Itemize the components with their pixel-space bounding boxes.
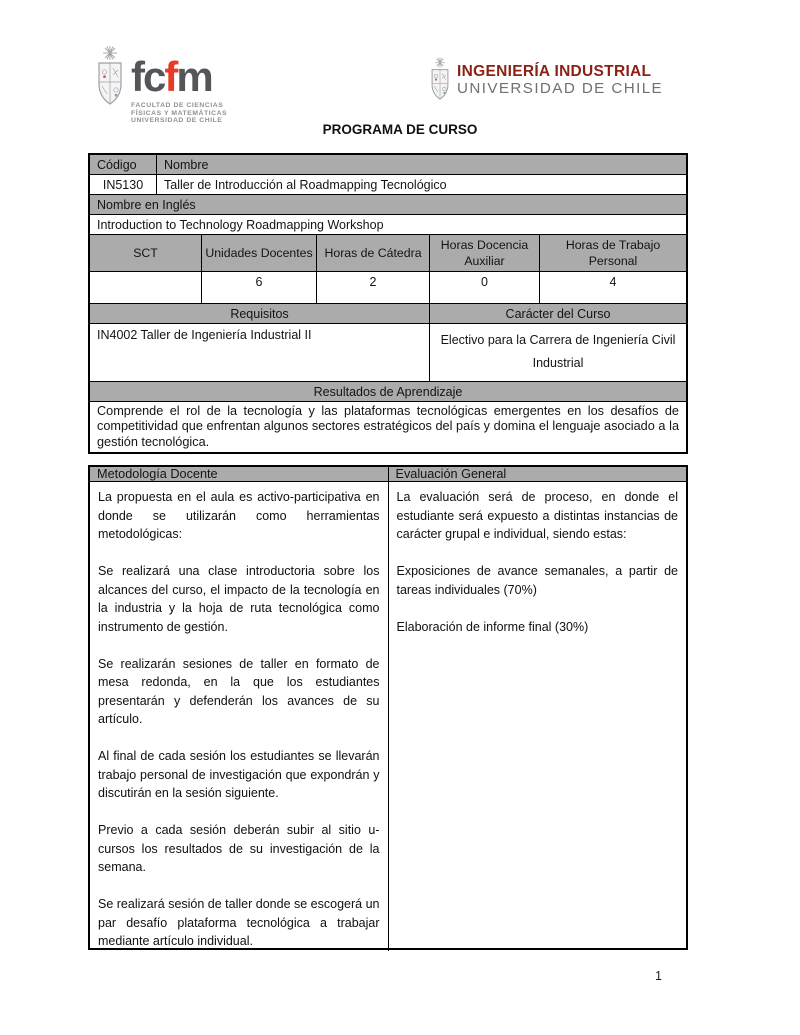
dii-logo-line1: INGENIERÍA INDUSTRIAL: [457, 63, 652, 80]
horas-docencia-auxiliar-header-cell: Horas Docencia Auxiliar: [429, 235, 539, 271]
dii-logo-line2: UNIVERSIDAD DE CHILE: [457, 80, 664, 97]
code-name-value-row: [90, 174, 686, 194]
unidades-docentes-header-cell: Unidades Docentes: [201, 235, 316, 271]
methodology-paragraph: Se realizarán sesiones de taller en formato de mesa redonda, en la que los estudiantes presentarán y defenderán los avances de su artículo.: [98, 656, 380, 726]
fcfm-caption: FACULTAD DE CIENCIAS FÍSICAS Y MATEMÁTICAS UNIVERSIDAD DE CHILE: [131, 102, 228, 125]
horas-catedra-header-cell: Horas de Cátedra: [316, 235, 429, 271]
requisitos-header-cell: Requisitos: [90, 304, 429, 323]
methodology-paragraph: Al final de cada sesión los estudiantes se llevarán trabajo personal de investigación que expondrán y discutirán en la sesión siguiente.: [98, 749, 380, 800]
nombre-ingles-value-cell: Introduction to Technology Roadmapping Workshop: [97, 217, 384, 232]
unidades-docentes-value-cell: 6: [201, 272, 316, 303]
university-shield-icon: [95, 44, 125, 108]
nombre-value-cell: Taller de Introducción al Roadmapping Tecnológico: [156, 175, 686, 194]
ingenieria-industrial-logo: [428, 56, 663, 102]
credit-value-row: [90, 271, 686, 303]
methodology-paragraph: La propuesta en el aula es activo-participativa en donde se utilizarán como herramientas metodológicas:: [98, 490, 380, 541]
page-number: 1: [655, 969, 662, 983]
english-name-value-row: [90, 214, 686, 234]
requisites-value-row: [90, 323, 686, 381]
resultados-header-cell: Resultados de Aprendizaje: [90, 382, 686, 401]
evaluation-paragraph: Elaboración de informe final (30%): [396, 619, 589, 634]
code-name-header-row: [90, 155, 686, 174]
metodologia-header-cell: Metodología Docente: [90, 467, 388, 481]
learning-outcomes-header-row: [90, 381, 686, 401]
course-info-table: [88, 153, 688, 454]
nombre-header-cell: Nombre: [156, 155, 686, 174]
evaluacion-header-cell: Evaluación General: [388, 467, 687, 481]
methodology-paragraph: Se realizará sesión de taller donde se escogerá un par desafío plataforma tecnológica a trabajar mediante artículo individual.: [98, 897, 380, 948]
requisites-header-row: [90, 303, 686, 323]
horas-catedra-value-cell: 2: [316, 272, 429, 303]
evaluacion-content-cell: [388, 482, 687, 951]
methodology-evaluation-table: [88, 465, 688, 950]
methodology-paragraph: Se realizará una clase introductoria sobre los alcances del curso, el impacto de la tecnología en la industria y la hoja de ruta tecnológica como instrumento de gestión.: [98, 564, 380, 634]
resultados-value-cell: Comprende el rol de la tecnología y las plataformas tecnológicas emergentes en los desafíos de competitividad que enfrentan algunos sectores estratégicos del país y domina el lenguaje asociado a la gestión tecnológica.: [97, 404, 679, 449]
caracter-value-cell: Electivo para la Carrera de Ingeniería Civil Industrial: [429, 324, 686, 381]
codigo-header-cell: Código: [90, 155, 156, 174]
horas-docencia-auxiliar-value-cell: 0: [429, 272, 539, 303]
evaluation-paragraph: La evaluación será de proceso, en donde el estudiante será expuesto a distintas instancias de carácter grupal e individual, siendo estas:: [396, 490, 678, 541]
evaluation-paragraph: Exposiciones de avance semanales, a partir de tareas individuales (70%): [396, 564, 678, 597]
metodologia-content-cell: [90, 482, 388, 951]
method-eval-header-row: [90, 467, 686, 481]
page-title: PROGRAMA DE CURSO: [322, 122, 478, 137]
horas-trabajo-personal-header-cell: Horas de Trabajo Personal: [539, 235, 686, 271]
codigo-value-cell: IN5130: [102, 177, 144, 192]
university-shield-icon: [428, 56, 452, 102]
sct-value-cell: [90, 272, 201, 303]
horas-trabajo-personal-value-cell: 4: [539, 272, 686, 303]
fcfm-wordmark: fcfm: [131, 53, 212, 100]
learning-outcomes-value-row: [90, 401, 686, 452]
methodology-paragraph: Previo a cada sesión deberán subir al sitio u-cursos los resultados de su investigación de la semana.: [98, 823, 380, 874]
caracter-header-cell: Carácter del Curso: [429, 304, 686, 323]
method-eval-body-row: [90, 481, 686, 951]
english-name-header-row: [90, 194, 686, 214]
credit-header-row: [90, 234, 686, 271]
fcfm-logo: [95, 44, 227, 125]
nombre-ingles-header-cell: Nombre en Inglés: [90, 195, 686, 214]
requisitos-value-cell: IN4002 Taller de Ingeniería Industrial II: [97, 328, 312, 342]
sct-header-cell: SCT: [90, 235, 201, 271]
